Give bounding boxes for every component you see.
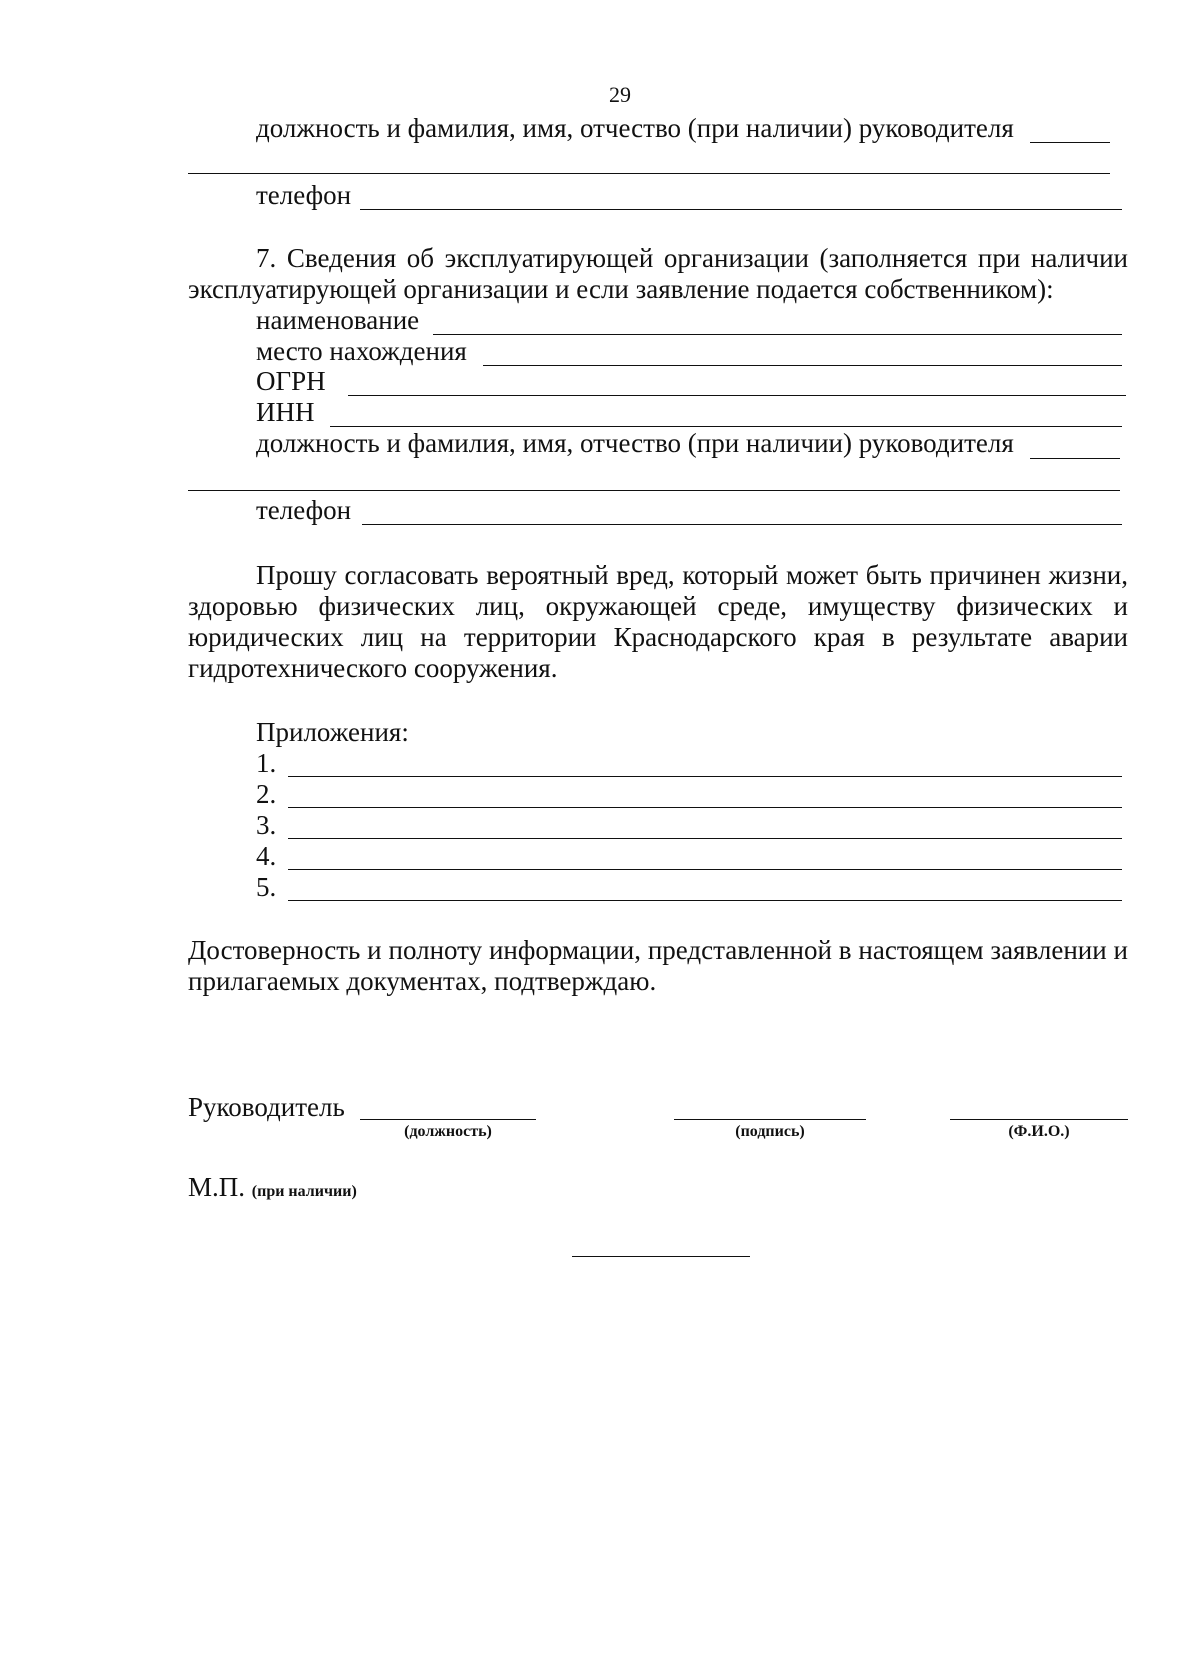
request-paragraph: Прошу согласовать вероятный вред, который может быть причинен жизни, здоровью физических лиц, окружающей среде, имуществу физических и юридических лиц на территории Краснодарского края в результате аварии гидротехнического сооружения. [188, 560, 1128, 683]
ogrn-field[interactable] [348, 395, 1126, 396]
org-head-field-continued[interactable] [188, 490, 1120, 491]
org-name-field[interactable] [433, 334, 1122, 335]
full-name-caption: (Ф.И.О.) [1008, 1123, 1070, 1140]
attachment-number: 1. [256, 748, 277, 778]
attachment-field-2[interactable] [288, 807, 1122, 808]
attachment-number: 3. [256, 810, 277, 840]
attachment-field-4[interactable] [288, 869, 1122, 870]
org-phone-field[interactable] [362, 524, 1122, 525]
stamp-note: (при наличии) [251, 1183, 357, 1200]
head-position-field-continued[interactable] [188, 173, 1110, 174]
ogrn-label: ОГРН [256, 366, 326, 396]
org-head-label: должность и фамилия, имя, отчество (при наличии) руководителя [256, 428, 1014, 458]
signature-label: Руководитель [188, 1092, 345, 1122]
head-position-label: должность и фамилия, имя, отчество (при наличии) руководителя [256, 113, 1014, 143]
stamp-label: М.П. [188, 1172, 246, 1202]
stamp-line [188, 1172, 357, 1207]
org-location-field[interactable] [483, 365, 1122, 366]
phone-label: телефон [256, 180, 352, 210]
section7-heading: 7. Сведения об эксплуатирующей организации (заполняется при наличии эксплуатирующей организации и если заявление подается собственником): [188, 243, 1128, 304]
attachment-field-5[interactable] [288, 900, 1122, 901]
attachments-heading: Приложения: [256, 717, 409, 747]
attachment-number: 4. [256, 841, 277, 871]
inn-label: ИНН [256, 397, 315, 427]
full-name-line[interactable] [950, 1119, 1128, 1120]
attachment-field-3[interactable] [288, 838, 1122, 839]
org-phone-label: телефон [256, 495, 352, 525]
org-location-label: место нахождения [256, 336, 467, 366]
org-head-field[interactable] [1030, 458, 1120, 459]
head-position-field[interactable] [1030, 142, 1110, 143]
signature-caption: (подпись) [735, 1123, 805, 1140]
position-line[interactable] [360, 1119, 536, 1120]
attachment-number: 2. [256, 779, 277, 809]
org-name-label: наименование [256, 305, 420, 335]
attachment-number: 5. [256, 872, 277, 902]
page-number: 29 [609, 82, 631, 107]
position-caption: (должность) [404, 1123, 492, 1140]
end-separator [572, 1256, 750, 1257]
signature-line[interactable] [674, 1119, 866, 1120]
attachment-field-1[interactable] [288, 776, 1122, 777]
confirmation-paragraph: Достоверность и полноту информации, представленной в настоящем заявлении и прилагаемых документах, подтверждаю. [188, 935, 1128, 996]
inn-field[interactable] [330, 426, 1122, 427]
phone-field[interactable] [360, 209, 1122, 210]
